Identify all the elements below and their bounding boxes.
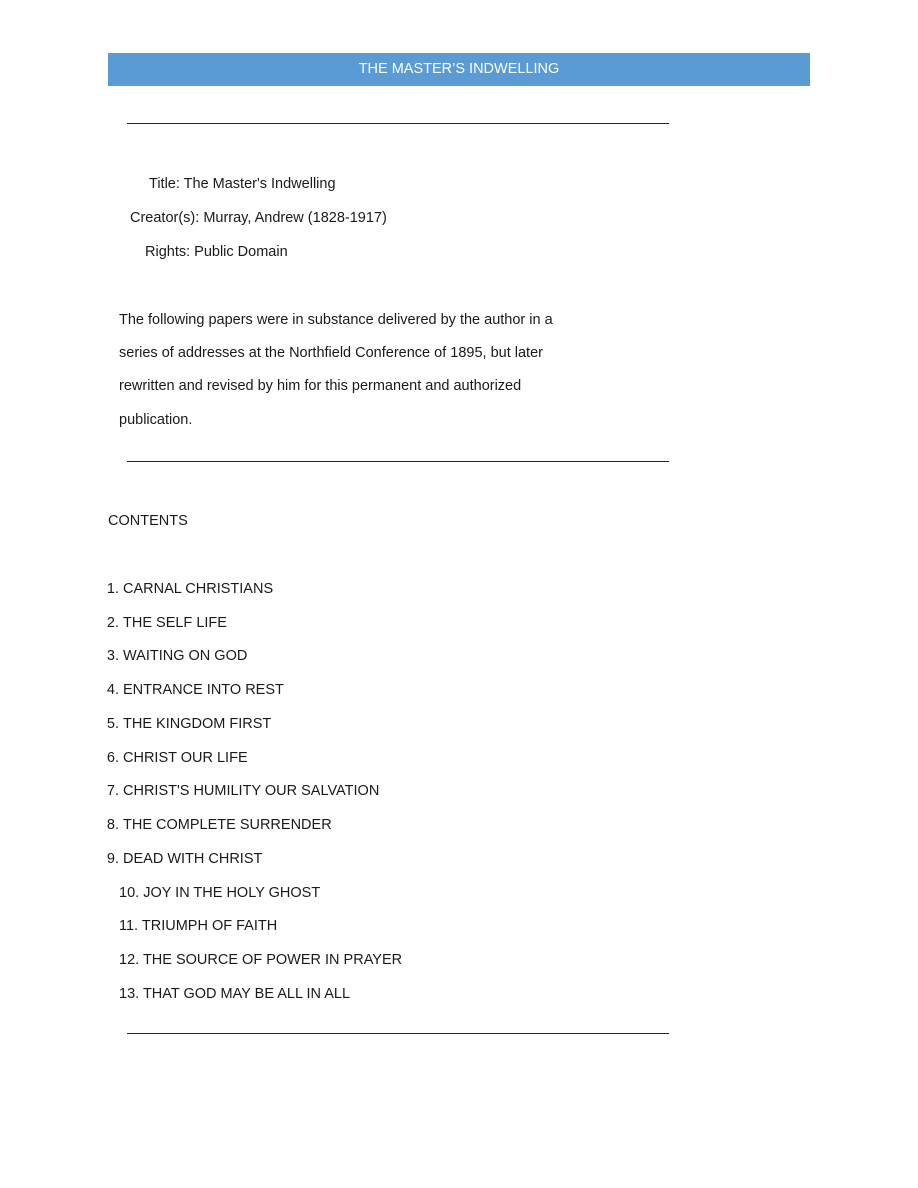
contents-item-label: CHRIST'S HUMILITY OUR SALVATION bbox=[123, 783, 380, 799]
contents-item[interactable] bbox=[97, 750, 248, 766]
contents-item[interactable] bbox=[97, 851, 262, 867]
contents-item-number: 1. bbox=[106, 581, 119, 597]
contents-item-number: 10. bbox=[119, 885, 140, 901]
contents-item[interactable] bbox=[119, 918, 277, 934]
contents-item-label: THE SELF LIFE bbox=[123, 615, 227, 631]
contents-item-number: 13. bbox=[119, 986, 140, 1002]
metadata-rights: Rights: Public Domain bbox=[145, 244, 288, 260]
page-header-title: THE MASTER’S INDWELLING bbox=[108, 53, 810, 86]
contents-item-label: DEAD WITH CHRIST bbox=[123, 851, 263, 867]
contents-item-number: 3. bbox=[106, 648, 119, 664]
intro-line: rewritten and revised by him for this permanent and authorized bbox=[119, 378, 522, 394]
contents-item-number: 8. bbox=[106, 817, 119, 833]
contents-item-number: 12. bbox=[119, 952, 140, 968]
contents-item[interactable] bbox=[97, 783, 379, 799]
contents-item[interactable] bbox=[97, 716, 271, 732]
contents-item-number: 9. bbox=[106, 851, 119, 867]
contents-heading: CONTENTS bbox=[108, 513, 188, 529]
contents-item-number: 6. bbox=[106, 750, 119, 766]
metadata-creator: Creator(s): Murray, Andrew (1828-1917) bbox=[130, 210, 387, 226]
contents-item-number: 4. bbox=[106, 682, 119, 698]
divider-rule bbox=[127, 123, 669, 124]
contents-item[interactable] bbox=[97, 581, 273, 597]
contents-item-label: THE SOURCE OF POWER IN PRAYER bbox=[142, 952, 403, 968]
divider-rule bbox=[127, 461, 669, 462]
intro-line: publication. bbox=[119, 412, 193, 428]
contents-item-label: CARNAL CHRISTIANS bbox=[123, 581, 274, 597]
intro-line: The following papers were in substance delivered by the author in a bbox=[119, 312, 553, 328]
contents-item[interactable] bbox=[119, 885, 320, 901]
contents-item[interactable] bbox=[97, 615, 227, 631]
contents-item[interactable] bbox=[97, 682, 284, 698]
contents-item-label: THAT GOD MAY BE ALL IN ALL bbox=[142, 986, 351, 1002]
contents-item-label: TRIUMPH OF FAITH bbox=[141, 918, 278, 934]
contents-item-label: ENTRANCE INTO REST bbox=[123, 682, 284, 698]
contents-item[interactable] bbox=[119, 952, 402, 968]
contents-item-label: WAITING ON GOD bbox=[123, 648, 248, 664]
contents-item[interactable] bbox=[97, 817, 332, 833]
contents-item-label: THE KINGDOM FIRST bbox=[123, 716, 272, 732]
metadata-title: Title: The Master's Indwelling bbox=[149, 176, 336, 192]
contents-item[interactable] bbox=[119, 986, 350, 1002]
contents-item-number: 2. bbox=[106, 615, 119, 631]
contents-item-label: THE COMPLETE SURRENDER bbox=[123, 817, 332, 833]
contents-item-label: JOY IN THE HOLY GHOST bbox=[143, 885, 321, 901]
contents-item-label: CHRIST OUR LIFE bbox=[123, 750, 248, 766]
contents-item-number: 5. bbox=[106, 716, 119, 732]
contents-item[interactable] bbox=[97, 648, 247, 664]
intro-line: series of addresses at the Northfield Conference of 1895, but later bbox=[119, 345, 543, 361]
divider-rule bbox=[127, 1033, 669, 1034]
contents-item-number: 11. bbox=[119, 918, 139, 934]
contents-item-number: 7. bbox=[106, 783, 119, 799]
